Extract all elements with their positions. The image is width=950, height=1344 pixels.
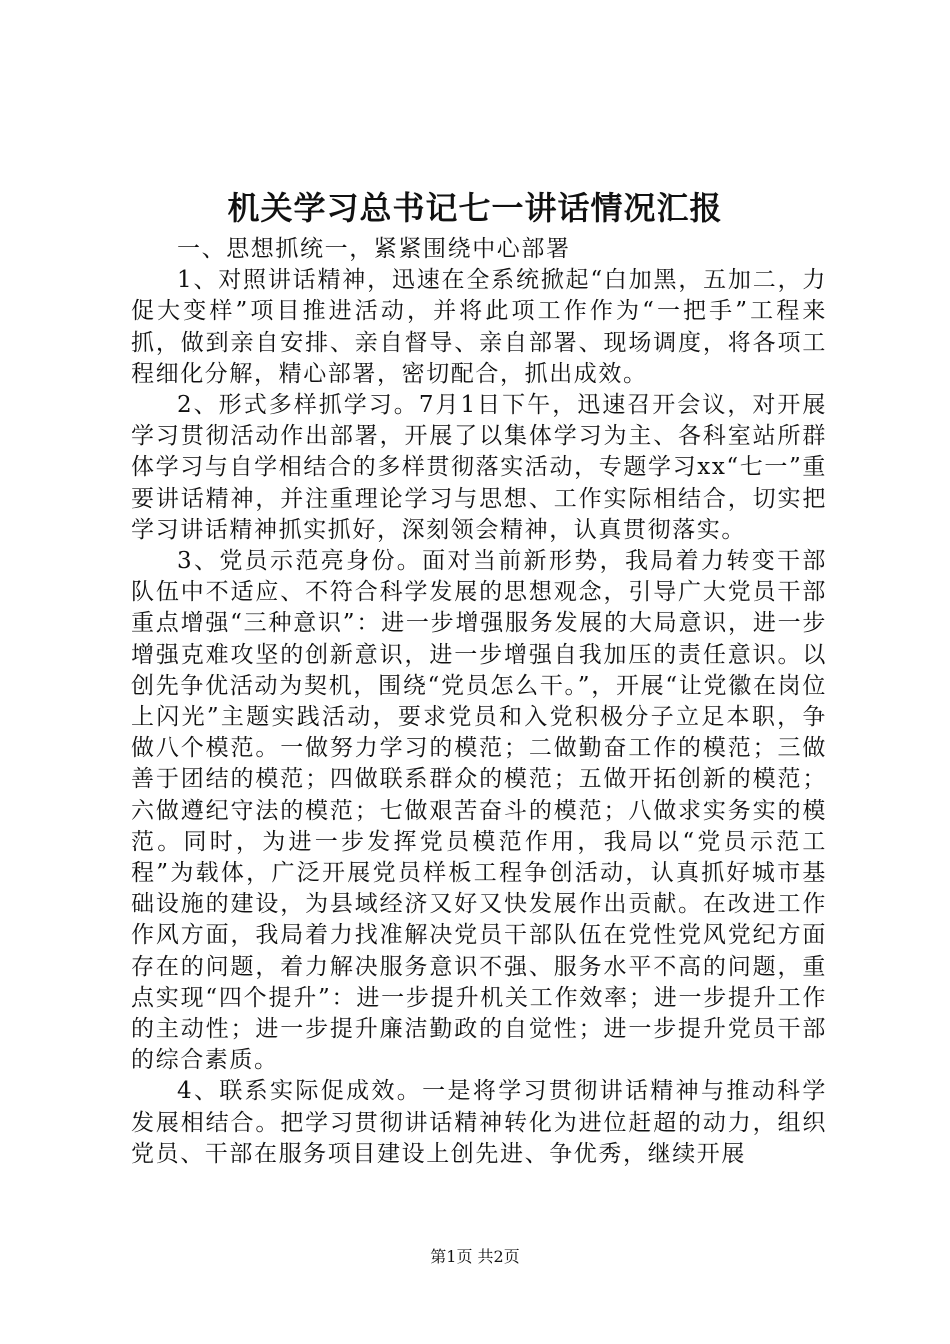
page-footer: 第1页 共2页 bbox=[430, 1247, 520, 1266]
document-title: 机关学习总书记七一讲话情况汇报 bbox=[227, 189, 723, 227]
paragraph-item-3: 3、党员示范亮身份。面对当前新形势，我局着力转变干部队伍中不适应、不符合科学发展的思想观念，引导广大党员干部重点增强“三种意识”：进一步增强服务发展的大局意识，进一步增强克难攻坚的创新意识，进一步增强自我加压的责任意识。以创先争优活动为契机，围绕“党员怎么干。”，开展“让党徽在岗位上闪光”主题实践活动，要求党员和入党积极分子立足本职，争做八个模范。一做努力学习的模范；二做勤奋工作的模范；三做善于团结的模范；四做联系群众的模范；五做开拓创新的模范；六做遵纪守法的模范；七做艰苦奋斗的模范；八做求实务实的模范。同时，为进一步发挥党员模范作用，我局以“党员示范工程”为载体，广泛开展党员样板工程争创活动，认真抓好城市基础设施的建设，为县域经济又好又快发展作出贡献。在改进工作作风方面，我局着力找准解决党员干部队伍在党性党风党纪方面存在的问题，着力解决服务意识不强、服务水平不高的问题，重点实现“四个提升”：进一步提升机关工作效率；进一步提升工作的主动性；进一步提升廉洁勤政的自觉性；进一步提升党员干部的综合素质。 bbox=[131, 548, 827, 1074]
paragraph-item-1: 1、对照讲话精神，迅速在全系统掀起“白加黑，五加二，力促大变样”项目推进活动，并将此项工作作为“一把手”工程来抓，做到亲自安排、亲自督导、亲自部署、现场调度，将各项工程细化分解，精心部署，密切配合，抓出成效。 bbox=[131, 267, 827, 387]
paragraph-item-2: 2、形式多样抓学习。7月1日下午，迅速召开会议，对开展学习贯彻活动作出部署，开展了以集体学习为主、各科室站所群体学习与自学相结合的多样贯彻落实活动，专题学习xx“七一”重要讲话精神，并注重理论学习与思想、工作实际相结合，切实把学习讲话精神抓实抓好，深刻领会精神，认真贯彻落实。 bbox=[131, 392, 827, 543]
document-body bbox=[131, 234, 827, 1170]
paragraph-item-4: 4、联系实际促成效。一是将学习贯彻讲话精神与推动科学发展相结合。把学习贯彻讲话精神转化为进位赶超的动力，组织党员、干部在服务项目建设上创先进、争优秀，继续开展 bbox=[131, 1078, 827, 1167]
section-heading: 一、思想抓统一，紧紧围绕中心部署 bbox=[177, 236, 571, 262]
